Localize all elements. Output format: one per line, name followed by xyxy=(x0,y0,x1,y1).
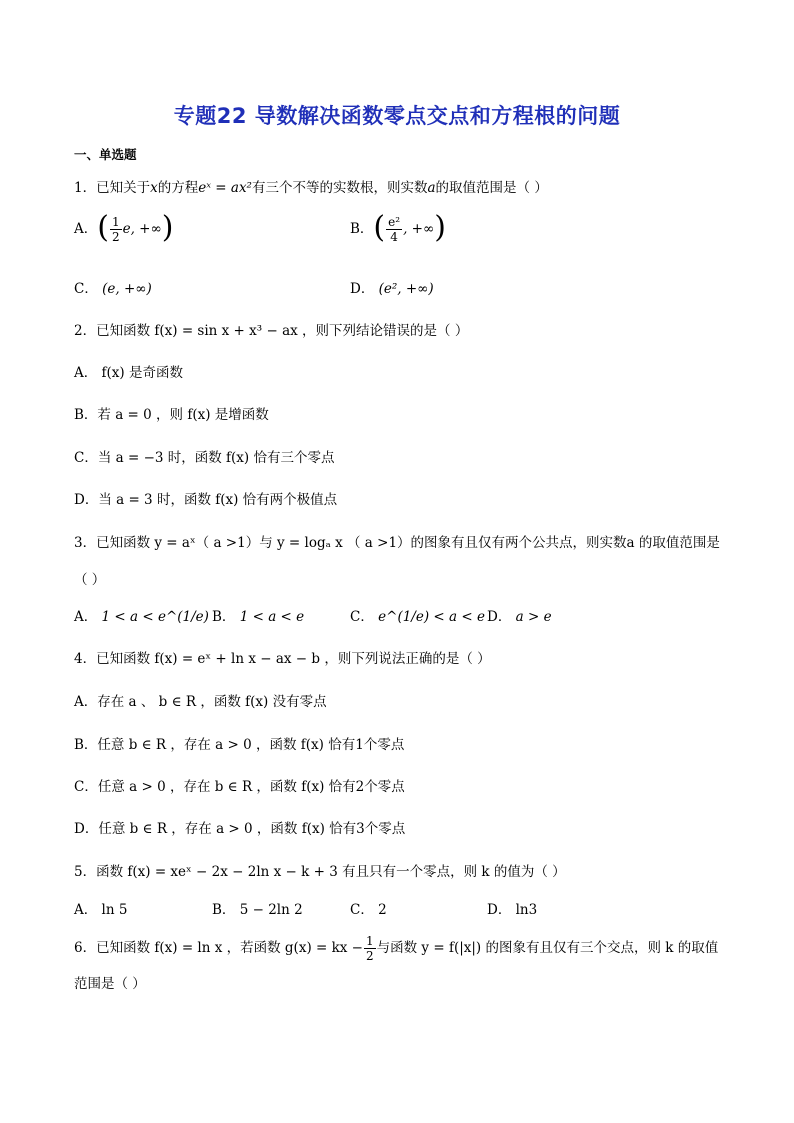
question-1-option-c: C． (e, +∞) xyxy=(74,281,152,297)
question-3-option-c: C． e^(1/e) < a < e xyxy=(350,609,485,625)
question-2-stem: 2．已知函数 f(x) = sin x + x³ − ax ，则下列结论错误的是（ ） xyxy=(74,323,469,339)
question-1-stem: 1．已知关于x的方程eˣ = ax²有三个不等的实数根，则实数a的取值范围是（ ） xyxy=(74,180,548,196)
question-3-option-b: B． 1 < a < e xyxy=(212,609,305,625)
question-6-stem: 6．已知函数 f(x) = ln x ，若函数 g(x) = kx − $\frac{1}{2}$ 与函数 y = f(|x|) 的图象有且仅有三个交点，则 k 的取值 xyxy=(74,934,719,963)
question-5-stem: 5．函数 f(x) = xeˣ − 2x − 2ln x − k + 3 有且只有一个零点，则 k 的值为（ ） xyxy=(74,864,566,880)
question-2-option-d: D．当 a = 3 时，函数 f(x) 恰有两个极值点 xyxy=(74,492,338,508)
question-5-option-c: C． 2 xyxy=(350,902,387,918)
question-2-option-b: B．若 a = 0 ，则 f(x) 是增函数 xyxy=(74,407,269,423)
question-2-option-c: C．当 a = −3 时，函数 f(x) 恰有三个零点 xyxy=(74,450,335,466)
question-6-stem-cont: 范围是（ ） xyxy=(74,976,146,992)
question-1-option-b: B．( $\frac{\text{e²}}{4}$ , +∞) xyxy=(350,210,446,245)
question-3-option-a: A． 1 < a < e^(1/e) xyxy=(74,609,209,625)
question-3-stem: 3．已知函数 y = aˣ（ a >1）与 y = logₐ x （ a >1）的图象有且仅有两个公共点，则实数a 的取值范围是 xyxy=(74,535,720,551)
question-4-option-c: C．任意 a > 0 ，存在 b ∈ R ，函数 f(x) 恰有2个零点 xyxy=(74,779,405,795)
question-5-option-a: A． ln 5 xyxy=(74,902,128,918)
question-2-option-a: A． f(x) 是奇函数 xyxy=(74,365,183,381)
question-1-option-d: D． (e², +∞) xyxy=(350,281,434,297)
question-5-option-b: B． 5 − 2ln 2 xyxy=(212,902,303,918)
question-1-option-a: A．( $\frac{1}{2}$ e, +∞) xyxy=(74,210,174,245)
question-4-option-b: B．任意 b ∈ R ，存在 a > 0 ，函数 f(x) 恰有1个零点 xyxy=(74,737,405,753)
section-heading: 一、单选题 xyxy=(74,147,137,162)
page-title: 专题22 导数解决函数零点交点和方程根的问题 xyxy=(173,104,621,128)
question-4-stem: 4．已知函数 f(x) = eˣ + ln x − ax − b ，则下列说法正确的是（ ） xyxy=(74,651,491,667)
question-4-option-d: D．任意 b ∈ R ，存在 a > 0 ，函数 f(x) 恰有3个零点 xyxy=(74,821,406,837)
question-3-stem-cont: （ ） xyxy=(74,572,106,588)
question-3-option-d: D． a > e xyxy=(487,609,552,625)
question-4-option-a: A．存在 a 、 b ∈ R ，函数 f(x) 没有零点 xyxy=(74,694,327,710)
question-5-option-d: D． ln3 xyxy=(487,902,538,918)
